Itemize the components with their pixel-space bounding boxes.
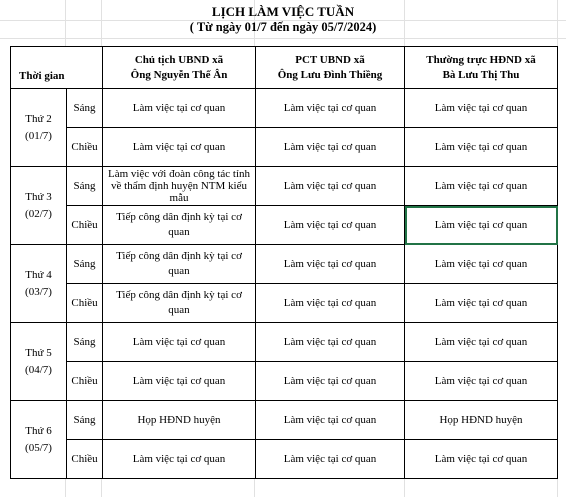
schedule-title: LỊCH LÀM VIỆC TUẦN <box>211 4 355 19</box>
header-chairman-name: Ông Nguyễn Thế Ân <box>130 68 228 81</box>
schedule-cell[interactable]: Làm việc tại cơ quan <box>256 323 405 362</box>
schedule-cell[interactable]: Làm việc tại cơ quan <box>103 89 256 128</box>
table-row <box>11 440 558 479</box>
table-row <box>11 362 558 401</box>
session-afternoon[interactable]: Chiều <box>67 284 103 323</box>
day-name: Thứ 4 <box>25 268 52 281</box>
schedule-table <box>10 46 558 479</box>
schedule-cell[interactable]: Tiếp công dân định kỳ tại cơ quan <box>103 284 256 323</box>
table-row <box>11 89 558 128</box>
day-cell[interactable] <box>11 245 67 323</box>
day-date: (05/7) <box>25 441 52 454</box>
session-afternoon[interactable]: Chiều <box>67 440 103 479</box>
schedule-cell[interactable]: Làm việc tại cơ quan <box>405 323 558 362</box>
table-row <box>11 167 558 206</box>
session-morning[interactable]: Sáng <box>67 167 103 206</box>
table-row <box>11 323 558 362</box>
header-vice-chairman-role: PCT UBND xã <box>295 53 365 66</box>
session-afternoon[interactable]: Chiều <box>67 206 103 245</box>
day-cell[interactable] <box>11 89 67 167</box>
day-date: (04/7) <box>25 363 52 376</box>
schedule-cell[interactable]: Làm việc tại cơ quan <box>405 440 558 479</box>
schedule-subtitle: ( Từ ngày 01/7 đến ngày 05/7/2024) <box>189 20 377 34</box>
day-name: Thứ 2 <box>25 112 52 125</box>
header-council-role: Thường trực HĐND xã <box>426 53 536 66</box>
schedule-cell[interactable]: Tiếp công dân định kỳ tại cơ quan <box>103 245 256 284</box>
time-header[interactable]: Thời gian <box>11 47 103 89</box>
schedule-cell[interactable]: Làm việc tại cơ quan <box>256 167 405 206</box>
header-chairman[interactable] <box>103 47 256 89</box>
header-council[interactable] <box>405 47 558 89</box>
schedule-cell[interactable]: Làm việc tại cơ quan <box>256 440 405 479</box>
session-morning[interactable]: Sáng <box>67 245 103 284</box>
schedule-cell[interactable]: Làm việc tại cơ quan <box>256 284 405 323</box>
selected-cell[interactable]: Làm việc tại cơ quan <box>405 206 558 245</box>
day-cell[interactable] <box>11 167 67 245</box>
schedule-cell[interactable]: Làm việc tại cơ quan <box>103 128 256 167</box>
session-afternoon[interactable]: Chiều <box>67 362 103 401</box>
header-council-name: Bà Lưu Thị Thu <box>442 68 520 81</box>
session-morning[interactable]: Sáng <box>67 89 103 128</box>
day-cell[interactable] <box>11 323 67 401</box>
schedule-cell[interactable]: Làm việc tại cơ quan <box>405 89 558 128</box>
schedule-cell[interactable]: Làm việc tại cơ quan <box>256 206 405 245</box>
table-row <box>11 284 558 323</box>
day-name: Thứ 5 <box>25 346 52 359</box>
gridline <box>0 38 566 39</box>
schedule-cell[interactable]: Làm việc tại cơ quan <box>405 167 558 206</box>
schedule-cell[interactable]: Làm việc tại cơ quan <box>405 284 558 323</box>
session-afternoon[interactable]: Chiều <box>67 128 103 167</box>
session-morning[interactable]: Sáng <box>67 323 103 362</box>
header-row <box>11 47 558 89</box>
header-vice-chairman-name: Ông Lưu Đình Thiềng <box>277 68 383 81</box>
day-date: (02/7) <box>25 207 52 220</box>
schedule-cell[interactable]: Làm việc tại cơ quan <box>405 128 558 167</box>
table-row <box>11 206 558 245</box>
day-date: (01/7) <box>25 129 52 142</box>
schedule-cell[interactable]: Làm việc tại cơ quan <box>103 323 256 362</box>
header-chairman-role: Chủ tịch UBND xã <box>134 53 224 66</box>
schedule-cell[interactable]: Làm việc tại cơ quan <box>256 89 405 128</box>
table-row <box>11 401 558 440</box>
schedule-cell[interactable]: Làm việc tại cơ quan <box>256 245 405 284</box>
day-name: Thứ 3 <box>25 190 52 203</box>
schedule-cell[interactable]: Họp HĐND huyện <box>405 401 558 440</box>
schedule-cell[interactable]: Làm việc với đoàn công tác tỉnh về thẩm định huyện NTM kiểu mẫu <box>103 167 256 206</box>
session-morning[interactable]: Sáng <box>67 401 103 440</box>
schedule-cell[interactable]: Làm việc tại cơ quan <box>256 401 405 440</box>
day-name: Thứ 6 <box>25 424 52 437</box>
schedule-cell[interactable]: Tiếp công dân định kỳ tại cơ quan <box>103 206 256 245</box>
day-date: (03/7) <box>25 285 52 298</box>
table-row <box>11 245 558 284</box>
schedule-cell[interactable]: Làm việc tại cơ quan <box>256 362 405 401</box>
day-cell[interactable] <box>11 401 67 479</box>
schedule-cell[interactable]: Làm việc tại cơ quan <box>103 440 256 479</box>
table-row <box>11 128 558 167</box>
schedule-cell[interactable]: Làm việc tại cơ quan <box>405 245 558 284</box>
header-vice-chairman[interactable] <box>256 47 405 89</box>
schedule-cell[interactable]: Làm việc tại cơ quan <box>103 362 256 401</box>
schedule-cell[interactable]: Làm việc tại cơ quan <box>405 362 558 401</box>
schedule-cell[interactable]: Làm việc tại cơ quan <box>256 128 405 167</box>
schedule-cell[interactable]: Họp HĐND huyện <box>103 401 256 440</box>
